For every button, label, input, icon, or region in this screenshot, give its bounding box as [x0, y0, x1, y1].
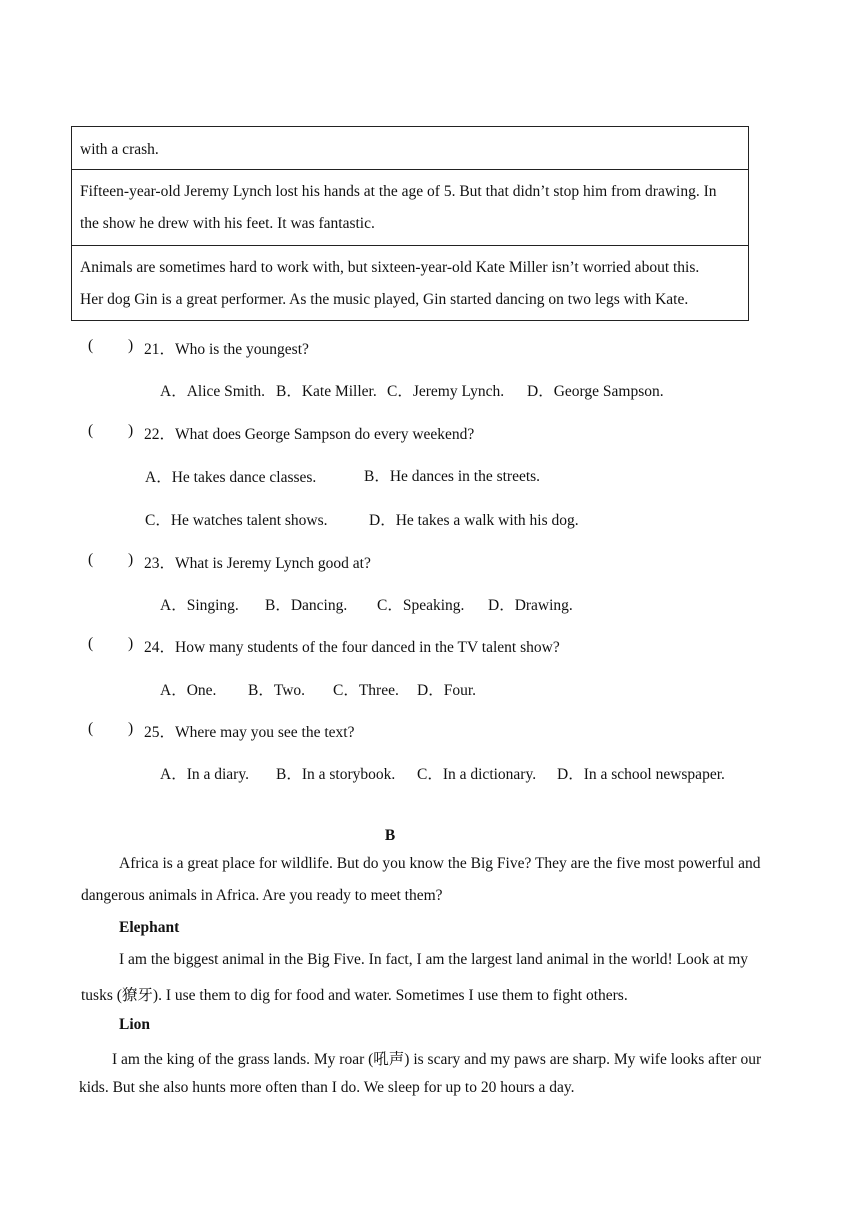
answer-blank-close: )	[128, 551, 134, 568]
answer-blank-open: (	[88, 337, 94, 354]
option-a: A．One.	[160, 682, 217, 699]
answer-blank-open: (	[88, 422, 94, 439]
paragraph-line: I am the biggest animal in the Big Five. In fact, I am the largest land animal in the world! Look at my	[119, 951, 749, 968]
paragraph-line: dangerous animals in Africa. Are you ready to meet them?	[81, 887, 443, 904]
option-c: C．He watches talent shows.	[145, 512, 328, 529]
option-c: C．Speaking.	[377, 597, 465, 614]
question-text: 22．What does George Sampson do every weekend?	[144, 426, 475, 443]
table-cell-text: Fifteen-year-old Jeremy Lynch lost his hands at the age of 5. But that didn’t stop him from drawing. In	[80, 183, 717, 200]
option-b: B．Dancing.	[265, 597, 348, 614]
table-row	[72, 127, 748, 170]
table-cell-text: with a crash.	[80, 141, 159, 158]
option-d: D．In a school newspaper.	[557, 766, 725, 783]
option-c: C．Three.	[333, 682, 399, 699]
option-d: D．Four.	[417, 682, 476, 699]
table-cell-text: Animals are sometimes hard to work with, but sixteen-year-old Kate Miller isn’t worried about this.	[80, 259, 700, 276]
option-a: A．In a diary.	[160, 766, 249, 783]
paragraph-line: kids. But she also hunts more often than I do. We sleep for up to 20 hours a day.	[79, 1079, 575, 1096]
option-d: D．Drawing.	[488, 597, 573, 614]
option-a: A．Alice Smith.	[160, 383, 266, 400]
question-text: 21．Who is the youngest?	[144, 341, 309, 358]
option-d: D．George Sampson.	[527, 383, 664, 400]
answer-blank-close: )	[128, 720, 134, 737]
option-c: C．In a dictionary.	[417, 766, 537, 783]
option-d: D．He takes a walk with his dog.	[369, 512, 579, 529]
table-row	[72, 170, 748, 246]
question-text: 23．What is Jeremy Lynch good at?	[144, 555, 371, 572]
answer-blank-open: (	[88, 635, 94, 652]
story-table	[71, 126, 749, 321]
question-text: 24．How many students of the four danced in the TV talent show?	[144, 639, 560, 656]
answer-blank-open: (	[88, 720, 94, 737]
option-b: B．In a storybook.	[276, 766, 396, 783]
paragraph-line: tusks (獠牙). I use them to dig for food and water. Sometimes I use them to fight others.	[81, 987, 628, 1004]
section-heading: B	[384, 827, 396, 844]
option-a: A．Singing.	[160, 597, 239, 614]
option-b: B．Two.	[248, 682, 306, 699]
option-a: A．He takes dance classes.	[145, 469, 317, 486]
question-text: 25．Where may you see the text?	[144, 724, 355, 741]
paragraph-line: I am the king of the grass lands. My roar (吼声) is scary and my paws are sharp. My wife looks after our	[112, 1051, 762, 1068]
subheading-lion: Lion	[119, 1016, 151, 1033]
answer-blank-close: )	[128, 337, 134, 354]
table-cell-text: the show he drew with his feet. It was fantastic.	[80, 215, 375, 232]
option-b: B．He dances in the streets.	[364, 468, 541, 485]
paragraph-line: Africa is a great place for wildlife. But do you know the Big Five? They are the five most powerful and	[119, 855, 761, 872]
table-row	[72, 246, 748, 320]
answer-blank-close: )	[128, 635, 134, 652]
subheading-elephant: Elephant	[119, 919, 180, 936]
answer-blank-open: (	[88, 551, 94, 568]
option-b: B．Kate Miller.	[276, 383, 377, 400]
table-cell-text: Her dog Gin is a great performer. As the music played, Gin started dancing on two legs with Kate.	[80, 291, 689, 308]
answer-blank-close: )	[128, 422, 134, 439]
option-c: C．Jeremy Lynch.	[387, 383, 505, 400]
